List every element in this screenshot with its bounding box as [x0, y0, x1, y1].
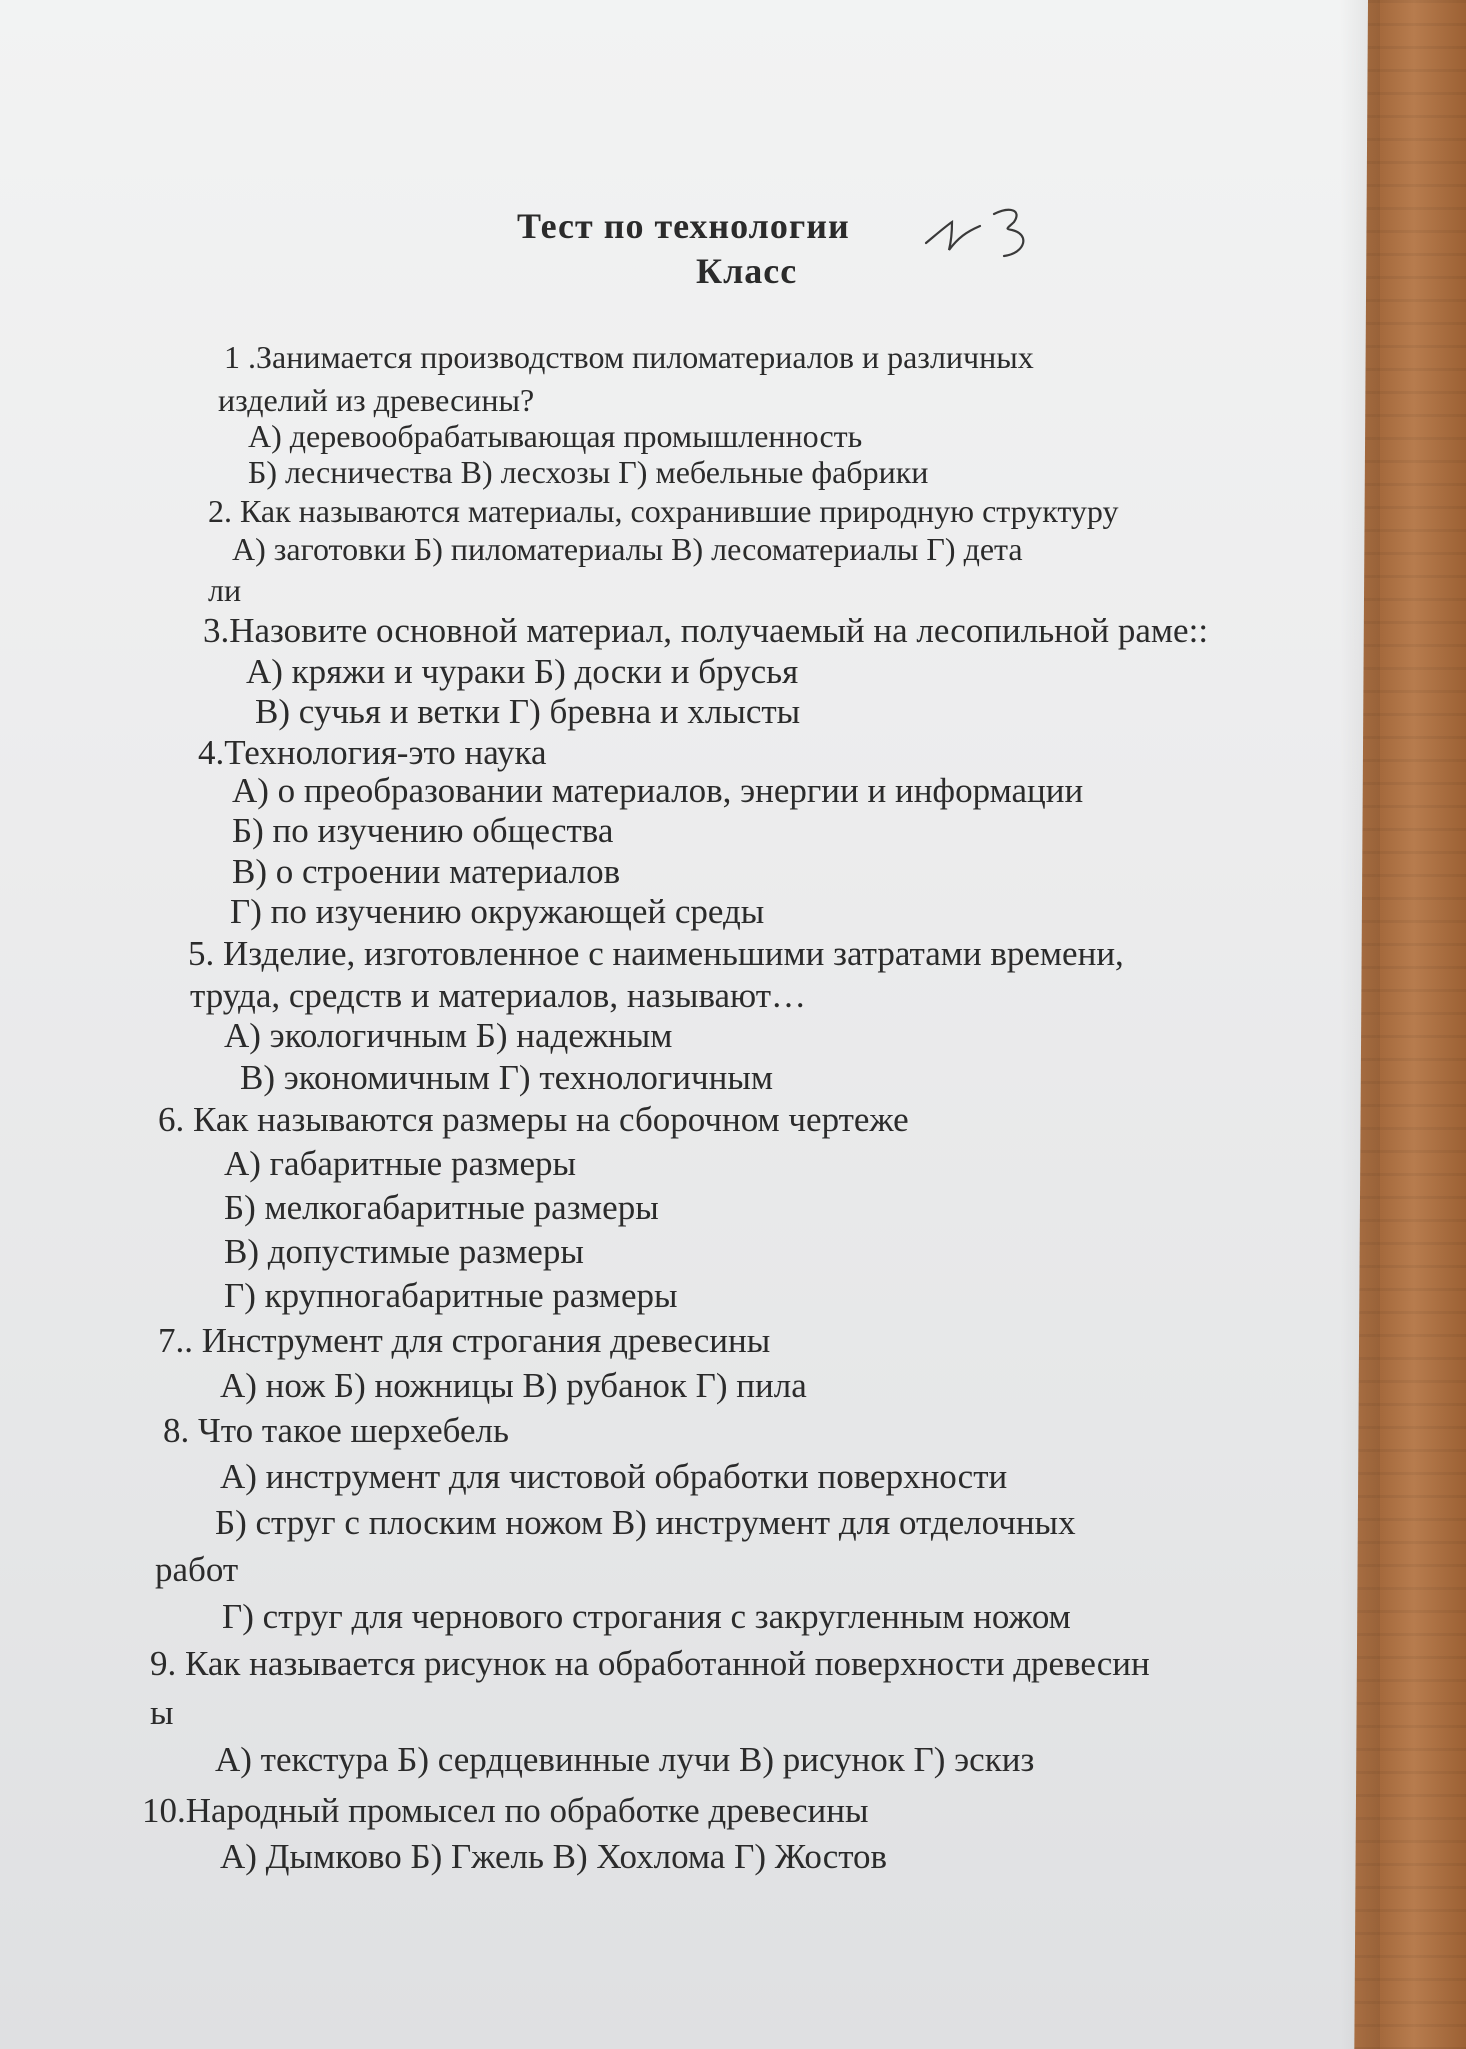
question-1-option-a: А) деревообрабатывающая промышленность	[248, 418, 863, 454]
question-4-option-a: А) о преобразовании материалов, энергии и информации	[232, 771, 1084, 810]
question-4: 4.Технология-это наука	[198, 733, 547, 772]
question-4-option-b: Б) по изучению общества	[232, 811, 614, 850]
question-2-wrap: ли	[208, 572, 242, 608]
document-subtitle: Класс	[696, 251, 798, 291]
question-6-option-b: Б) мелкогабаритные размеры	[224, 1188, 659, 1227]
question-7-options: А) нож Б) ножницы В) рубанок Г) пила	[220, 1366, 807, 1405]
question-1-line-1: 1 .Занимается производством пиломатериалов и различных	[224, 339, 1034, 375]
question-1-line-2: изделий из древесины?	[218, 382, 535, 418]
question-4-option-g: Г) по изучению окружающей среды	[230, 892, 765, 931]
question-7: 7.. Инструмент для строгания древесины	[158, 1321, 771, 1360]
question-5-options-1: А) экологичным Б) надежным	[224, 1016, 673, 1055]
question-5-options-2: В) экономичным Г) технологичным	[240, 1058, 774, 1097]
question-6-option-a: А) габаритные размеры	[224, 1144, 577, 1183]
question-2-options: А) заготовки Б) пиломатериалы В) лесоматериалы Г) дета	[232, 531, 1023, 567]
question-4-option-v: В) о строении материалов	[232, 852, 621, 891]
question-8-option-g: Г) струг для чернового строгания с закругленным ножом	[222, 1597, 1071, 1636]
question-5-wrap: труда, средств и материалов, называют…	[190, 976, 807, 1015]
question-8-wrap: работ	[155, 1550, 239, 1589]
paper-edge-shadow	[1340, 0, 1380, 2049]
question-5: 5. Изделие, изготовленное с наименьшими затратами времени,	[188, 934, 1124, 973]
question-3-options-1: А) кряжи и чураки Б) доски и брусья	[246, 652, 799, 691]
question-9-wrap: ы	[150, 1693, 174, 1732]
question-8: 8. Что такое шерхебель	[163, 1411, 509, 1450]
question-8-options-bv: Б) струг с плоским ножом В) инструмент для отделочных	[215, 1503, 1076, 1542]
question-10: 10.Народный промысел по обработке древесины	[142, 1791, 869, 1830]
question-9-options: А) текстура Б) сердцевинные лучи В) рисунок Г) эскиз	[215, 1740, 1035, 1779]
question-10-options: А) Дымково Б) Гжель В) Хохлома Г) Жостов	[220, 1837, 888, 1876]
question-6: 6. Как называются размеры на сборочном чертеже	[158, 1100, 909, 1139]
question-6-option-g: Г) крупногабаритные размеры	[224, 1276, 678, 1315]
question-9: 9. Как называется рисунок на обработанной поверхности древесин	[150, 1644, 1150, 1683]
question-3: 3.Назовите основной материал, получаемый на лесопильной раме::	[203, 611, 1209, 650]
question-6-option-v: В) допустимые размеры	[224, 1232, 584, 1271]
question-8-option-a: А) инструмент для чистовой обработки поверхности	[220, 1457, 1008, 1496]
question-3-options-2: В) сучья и ветки Г) бревна и хлысты	[255, 692, 801, 731]
question-1-options-bvg: Б) лесничества В) лесхозы Г) мебельные фабрики	[248, 454, 929, 490]
question-2: 2. Как называются материалы, сохранившие природную структуру	[208, 493, 1119, 529]
document-title: Тест по технологии	[517, 206, 850, 246]
handwritten-number-mark	[918, 198, 1058, 268]
